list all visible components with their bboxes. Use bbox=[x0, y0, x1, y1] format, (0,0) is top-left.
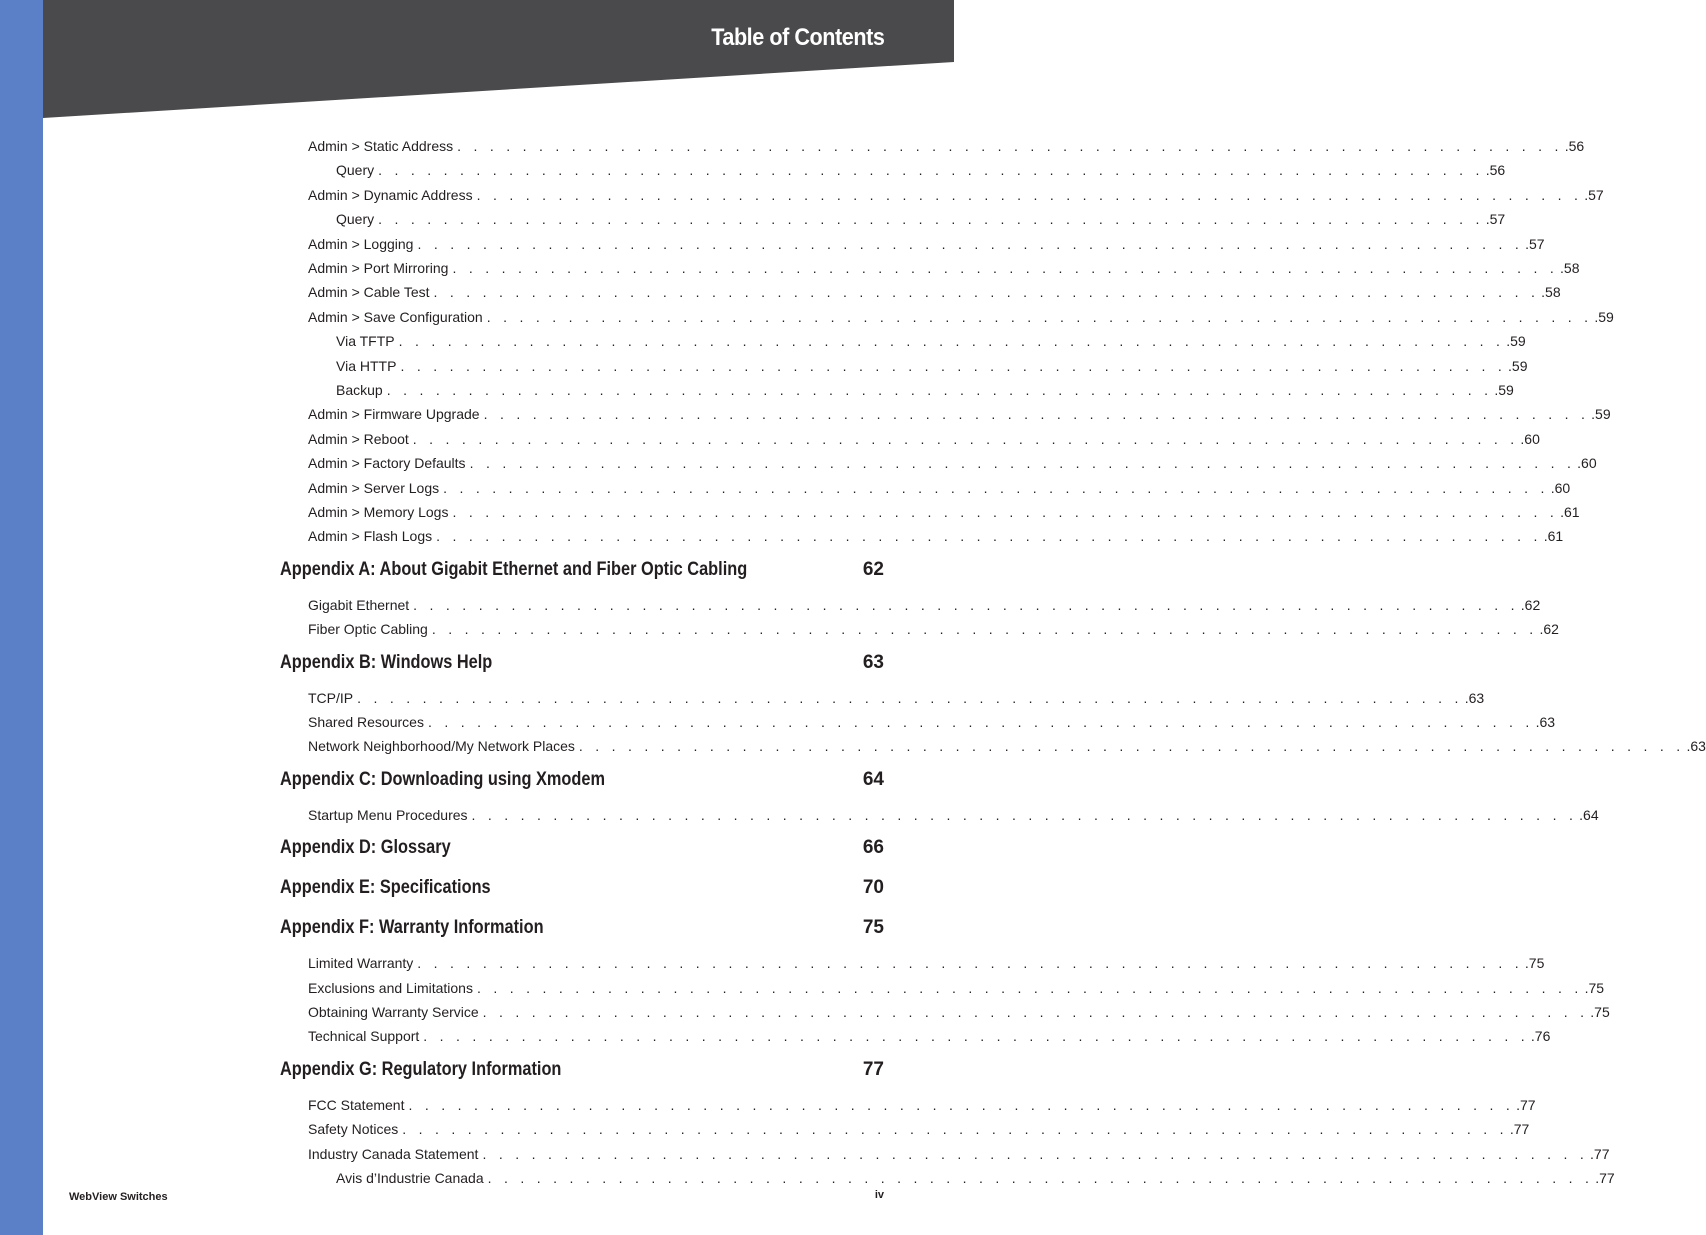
toc-entry[interactable] bbox=[308, 1144, 1610, 1164]
toc-entry-label: Obtaining Warranty Service bbox=[308, 1002, 483, 1022]
toc-entry-page: .64 bbox=[1579, 806, 1599, 823]
toc-leader-dots: . . . . . . . . . . . . . . . . . . . . . . . . . . . . . . . . . . . . . . . . . . . . . . . . . . . . . . . . . . . . . . . . . . . . bbox=[476, 979, 1583, 996]
toc-leader-dots: . . . . . . . . . . . . . . . . . . . . . . . . . . . . . . . . . . . . . . . . . . . . . . . . . . . . . . . . . . . . . . . . . . . . bbox=[427, 714, 1534, 730]
toc-entry-page: .59 bbox=[1594, 308, 1614, 325]
appendix-title: Appendix B: Windows Help bbox=[280, 651, 493, 673]
toc-entry-label: Admin > Logging bbox=[308, 234, 417, 254]
toc-leader-dots: . . . . . . . . . . . . . . . . . . . . . . . . . . . . . . . . . . . . . . . . . . . . . . . . . . . . . . . . . . . . . . . . . . . . bbox=[436, 528, 1542, 545]
toc-entry-page: .57 bbox=[1584, 186, 1604, 203]
toc-entry-page: .58 bbox=[1541, 284, 1561, 301]
toc-entry-label: Admin > Memory Logs bbox=[308, 502, 452, 522]
toc-entry[interactable] bbox=[308, 688, 1485, 708]
appendix-page: 75 bbox=[862, 917, 884, 939]
toc-entry-label: Admin > Save Configuration bbox=[308, 307, 487, 327]
toc-entry[interactable] bbox=[308, 404, 1611, 424]
toc-leader-dots: . . . . . . . . . . . . . . . . . . . . . . . . . . . . . . . . . . . . . . . . . . . . . . . . . . . . . . . . . . . . . . . . . . . . bbox=[452, 504, 1559, 520]
toc-appendix-heading[interactable] bbox=[280, 835, 884, 861]
toc-entry-page: .76 bbox=[1530, 1028, 1551, 1045]
toc-leader-dots: . . . . . . . . . . . . . . . . . . . . . . . . . . . . . . . . . . . . . . . . . . . . . . . . . . . . . . . . . . . . . . . . . . . . bbox=[487, 1170, 1594, 1186]
toc-entry-page: .58 bbox=[1560, 260, 1580, 276]
toc-leader-dots: . . . . . . . . . . . . . . . . . . . . . . . . . . . . . . . . . . . . . . . . . . . . . . . . . . . . . . . . . . . . . . . . . . . . bbox=[433, 284, 1540, 301]
toc-entry-page: .77 bbox=[1590, 1145, 1610, 1162]
toc-entry-label: Admin > Cable Test bbox=[308, 282, 434, 302]
toc-leader-dots: . . . . . . . . . . . . . . . . . . . . . . . . . . . . . . . . . . . . . . . . . . . . . . . . . . . . . . . . . . . . . . . . . . . . bbox=[457, 138, 1563, 154]
toc-leader-dots: . . . . . . . . . . . . . . . . . . . . . . . . . . . . . . . . . . . . . . . . . . . . . . . . . . . . . . . . . . . . . . . . . . . . bbox=[386, 382, 1493, 398]
toc-leader-dots: . . . . . . . . . . . . . . . . . . . . . . . . . . . . . . . . . . . . . . . . . . . . . . . . . . . . . . . . . . . . . . . . . . . . bbox=[443, 479, 1549, 496]
toc-entry[interactable] bbox=[308, 712, 1556, 732]
toc-entry-page: .62 bbox=[1539, 621, 1559, 638]
toc-entry-label: Admin > Dynamic Address bbox=[308, 185, 477, 205]
toc-entry-page: .75 bbox=[1590, 1004, 1610, 1020]
appendix-title: Appendix E: Specifications bbox=[280, 877, 491, 899]
toc-entry[interactable] bbox=[336, 380, 1514, 400]
toc-leader-dots: . . . . . . . . . . . . . . . . . . . . . . . . . . . . . . . . . . . . . . . . . . . . . . . . . . . . . . . . . . . . . . . . . . . . bbox=[402, 1121, 1508, 1138]
toc-leader-dots: . . . . . . . . . . . . . . . . . . . . . . . . . . . . . . . . . . . . . . . . . . . . . . . . . . . . . . . . . . . . . . . . . . . . bbox=[452, 260, 1559, 276]
appendix-page: 77 bbox=[862, 1058, 884, 1080]
toc-entry-label: Technical Support bbox=[308, 1026, 423, 1046]
toc-entry-page: .57 bbox=[1525, 235, 1545, 252]
toc-entry-label: Query bbox=[336, 209, 378, 229]
toc-entry-label: TCP/IP bbox=[308, 688, 357, 708]
toc-leader-dots: . . . . . . . . . . . . . . . . . . . . . . . . . . . . . . . . . . . . . . . . . . . . . . . . . . . . . . . . . . . . . . . . . . . . bbox=[482, 1004, 1589, 1020]
toc-entry-label: Backup bbox=[336, 380, 387, 400]
toc-entry[interactable] bbox=[336, 356, 1528, 376]
appendix-title: Appendix D: Glossary bbox=[280, 837, 451, 859]
toc-leader-dots: . . . . . . . . . . . . . . . . . . . . . . . . . . . . . . . . . . . . . . . . . . . . . . . . . . . . . . . . . . . . . . . . . . . . bbox=[378, 211, 1484, 228]
toc-entry[interactable] bbox=[308, 234, 1545, 254]
toc-leader-dots: . . . . . . . . . . . . . . . . . . . . . . . . . . . . . . . . . . . . . . . . . . . . . . . . . . . . . . . . . . . . . . . . . . . . bbox=[578, 738, 1685, 755]
toc-entry-label: Limited Warranty bbox=[308, 953, 417, 973]
appendix-title: Appendix F: Warranty Information bbox=[280, 917, 544, 939]
toc-entry-label: Admin > Firmware Upgrade bbox=[308, 404, 484, 424]
toc-leader-dots: . . . . . . . . . . . . . . . . . . . . . . . . . . . . . . . . . . . . . . . . . . . . . . . . . . . . . . . . . . . . . . . . . . . . bbox=[482, 1145, 1589, 1162]
toc-entry[interactable] bbox=[308, 1095, 1536, 1115]
toc-leader-dots: . . . . . . . . . . . . . . . . . . . . . . . . . . . . . . . . . . . . . . . . . . . . . . . . . . . . . . . . . . . . . . . . . . . . bbox=[417, 955, 1523, 972]
toc-leader-dots: . . . . . . . . . . . . . . . . . . . . . . . . . . . . . . . . . . . . . . . . . . . . . . . . . . . . . . . . . . . . . . . . . . . . bbox=[398, 333, 1505, 350]
toc-entry[interactable] bbox=[308, 453, 1597, 473]
toc-entry-label: Startup Menu Procedures bbox=[308, 805, 472, 825]
toc-entry-label: Admin > Reboot bbox=[308, 429, 413, 449]
toc-entry-page: .59 bbox=[1506, 333, 1526, 350]
toc-leader-dots: . . . . . . . . . . . . . . . . . . . . . . . . . . . . . . . . . . . . . . . . . . . . . . . . . . . . . . . . . . . . . . . . . . . . bbox=[400, 357, 1507, 374]
toc-leader-dots: . . . . . . . . . . . . . . . . . . . . . . . . . . . . . . . . . . . . . . . . . . . . . . . . . . . . . . . . . . . . . . . . . . . . bbox=[483, 406, 1590, 423]
toc-entry[interactable] bbox=[308, 502, 1580, 522]
toc-entry[interactable] bbox=[308, 526, 1564, 546]
toc-entry-page: .61 bbox=[1543, 528, 1564, 545]
toc-appendix-heading[interactable] bbox=[280, 915, 884, 941]
footer-product-name: WebView Switches bbox=[69, 1191, 168, 1203]
toc-entry-label: Admin > Flash Logs bbox=[308, 526, 436, 546]
toc-entry[interactable] bbox=[336, 209, 1506, 229]
toc-leader-dots: . . . . . . . . . . . . . . . . . . . . . . . . . . . . . . . . . . . . . . . . . . . . . . . . . . . . . . . . . . . . . . . . . . . . bbox=[408, 1096, 1515, 1113]
toc-entry[interactable] bbox=[308, 1026, 1551, 1046]
appendix-page: 66 bbox=[862, 837, 884, 859]
toc-entry[interactable] bbox=[336, 160, 1506, 180]
toc-entry[interactable] bbox=[308, 978, 1605, 998]
toc-entry-label: Fiber Optic Cabling bbox=[308, 619, 432, 639]
toc-entry-page: .61 bbox=[1560, 504, 1580, 520]
toc-entry-label: Exclusions and Limitations bbox=[308, 978, 477, 998]
toc-entry[interactable] bbox=[308, 805, 1599, 825]
toc-entry-page: .57 bbox=[1485, 211, 1506, 228]
toc-entry[interactable] bbox=[308, 136, 1585, 156]
toc-appendix-heading[interactable] bbox=[280, 767, 884, 793]
toc-entry[interactable] bbox=[308, 429, 1540, 449]
toc-entry-page: .63 bbox=[1535, 714, 1556, 730]
appendix-page: 63 bbox=[862, 651, 884, 673]
toc-entry-label: Network Neighborhood/My Network Places bbox=[308, 736, 579, 756]
toc-entry-page: .60 bbox=[1550, 479, 1571, 496]
toc-entry-label: Shared Resources bbox=[308, 712, 428, 732]
toc-leader-dots: . . . . . . . . . . . . . . . . . . . . . . . . . . . . . . . . . . . . . . . . . . . . . . . . . . . . . . . . . . . . . . . . . . . . bbox=[431, 621, 1538, 638]
appendix-page: 70 bbox=[862, 877, 884, 899]
toc-leader-dots: . . . . . . . . . . . . . . . . . . . . . . . . . . . . . . . . . . . . . . . . . . . . . . . . . . . . . . . . . . . . . . . . . . . . bbox=[378, 162, 1484, 179]
toc-entry-page: .62 bbox=[1520, 596, 1541, 613]
toc-entry[interactable] bbox=[308, 953, 1545, 973]
toc-entry-page: .75 bbox=[1524, 955, 1545, 972]
toc-appendix-heading[interactable] bbox=[280, 1057, 884, 1083]
toc-entry[interactable] bbox=[308, 1119, 1530, 1139]
toc-entry[interactable] bbox=[308, 619, 1559, 639]
toc-entry-label: Admin > Server Logs bbox=[308, 478, 443, 498]
toc-leader-dots: . . . . . . . . . . . . . . . . . . . . . . . . . . . . . . . . . . . . . . . . . . . . . . . . . . . . . . . . . . . . . . . . . . . . bbox=[476, 186, 1583, 203]
toc-entry[interactable] bbox=[336, 331, 1526, 351]
toc-entry-page: .59 bbox=[1591, 406, 1611, 423]
footer-page-number: iv bbox=[874, 1189, 884, 1201]
toc-entry-page: .56 bbox=[1564, 138, 1585, 154]
toc-appendix-heading[interactable] bbox=[280, 557, 884, 583]
toc-leader-dots: . . . . . . . . . . . . . . . . . . . . . . . . . . . . . . . . . . . . . . . . . . . . . . . . . . . . . . . . . . . . . . . . . . . . bbox=[486, 308, 1593, 325]
toc-entry-label: Via TFTP bbox=[336, 331, 399, 351]
toc-entry-page: .77 bbox=[1595, 1170, 1615, 1186]
toc-entry-label: Via HTTP bbox=[336, 356, 400, 376]
toc-entry-page: .63 bbox=[1686, 738, 1706, 755]
toc-entry-page: .59 bbox=[1494, 382, 1514, 398]
toc-entry-label: Query bbox=[336, 160, 378, 180]
toc-entry-page: .60 bbox=[1520, 430, 1540, 447]
toc-entry[interactable] bbox=[308, 258, 1580, 278]
toc-entry-page: .60 bbox=[1577, 455, 1597, 472]
appendix-page: 62 bbox=[862, 558, 884, 580]
toc-entry[interactable] bbox=[336, 1168, 1615, 1188]
toc-entry[interactable] bbox=[308, 595, 1541, 615]
toc-leader-dots: . . . . . . . . . . . . . . . . . . . . . . . . . . . . . . . . . . . . . . . . . . . . . . . . . . . . . . . . . . . . . . . . . . . . bbox=[471, 806, 1578, 823]
toc-leader-dots: . . . . . . . . . . . . . . . . . . . . . . . . . . . . . . . . . . . . . . . . . . . . . . . . . . . . . . . . . . . . . . . . . . . . bbox=[413, 596, 1519, 613]
toc-entry-label: Avis d’Industrie Canada bbox=[336, 1168, 488, 1188]
toc-entry[interactable] bbox=[308, 185, 1604, 205]
appendix-title: Appendix A: About Gigabit Ethernet and Fiber Optic Cabling bbox=[280, 558, 748, 580]
toc-leader-dots: . . . . . . . . . . . . . . . . . . . . . . . . . . . . . . . . . . . . . . . . . . . . . . . . . . . . . . . . . . . . . . . . . . . . bbox=[469, 455, 1576, 472]
toc-entry-page: .77 bbox=[1516, 1096, 1536, 1113]
toc-entry-page: .59 bbox=[1508, 357, 1528, 374]
toc-entry[interactable] bbox=[308, 307, 1614, 327]
toc-entry[interactable] bbox=[308, 478, 1571, 498]
toc-entry[interactable] bbox=[308, 736, 1706, 756]
toc-entry-label: Safety Notices bbox=[308, 1119, 402, 1139]
toc-entry-label: Admin > Factory Defaults bbox=[308, 453, 470, 473]
toc-entry-page: .75 bbox=[1584, 979, 1605, 996]
toc-leader-dots: . . . . . . . . . . . . . . . . . . . . . . . . . . . . . . . . . . . . . . . . . . . . . . . . . . . . . . . . . . . . . . . . . . . . bbox=[417, 235, 1524, 252]
toc-entry-page: .56 bbox=[1485, 162, 1506, 179]
toc-entry[interactable] bbox=[308, 1002, 1610, 1022]
toc-entry-label: Industry Canada Statement bbox=[308, 1144, 482, 1164]
toc-entry-page: .63 bbox=[1464, 689, 1485, 706]
toc-entry-label: Admin > Static Address bbox=[308, 136, 457, 156]
toc-entry-label: Gigabit Ethernet bbox=[308, 595, 413, 615]
toc-entry-label: FCC Statement bbox=[308, 1095, 408, 1115]
appendix-page: 64 bbox=[862, 768, 884, 790]
toc-entry-label: Admin > Port Mirroring bbox=[308, 258, 452, 278]
toc-appendix-heading[interactable] bbox=[280, 875, 884, 901]
toc-entry-page: .77 bbox=[1509, 1121, 1530, 1138]
toc-leader-dots: . . . . . . . . . . . . . . . . . . . . . . . . . . . . . . . . . . . . . . . . . . . . . . . . . . . . . . . . . . . . . . . . . . . . bbox=[357, 689, 1463, 706]
appendix-title: Appendix G: Regulatory Information bbox=[280, 1058, 562, 1080]
appendix-title: Appendix C: Downloading using Xmodem bbox=[280, 768, 605, 790]
toc-leader-dots: . . . . . . . . . . . . . . . . . . . . . . . . . . . . . . . . . . . . . . . . . . . . . . . . . . . . . . . . . . . . . . . . . . . . bbox=[423, 1028, 1529, 1045]
page-title: Table of Contents bbox=[710, 24, 884, 51]
toc-leader-dots: . . . . . . . . . . . . . . . . . . . . . . . . . . . . . . . . . . . . . . . . . . . . . . . . . . . . . . . . . . . . . . . . . . . . bbox=[412, 430, 1519, 447]
toc-appendix-heading[interactable] bbox=[280, 650, 884, 676]
toc-entry[interactable] bbox=[308, 282, 1561, 302]
